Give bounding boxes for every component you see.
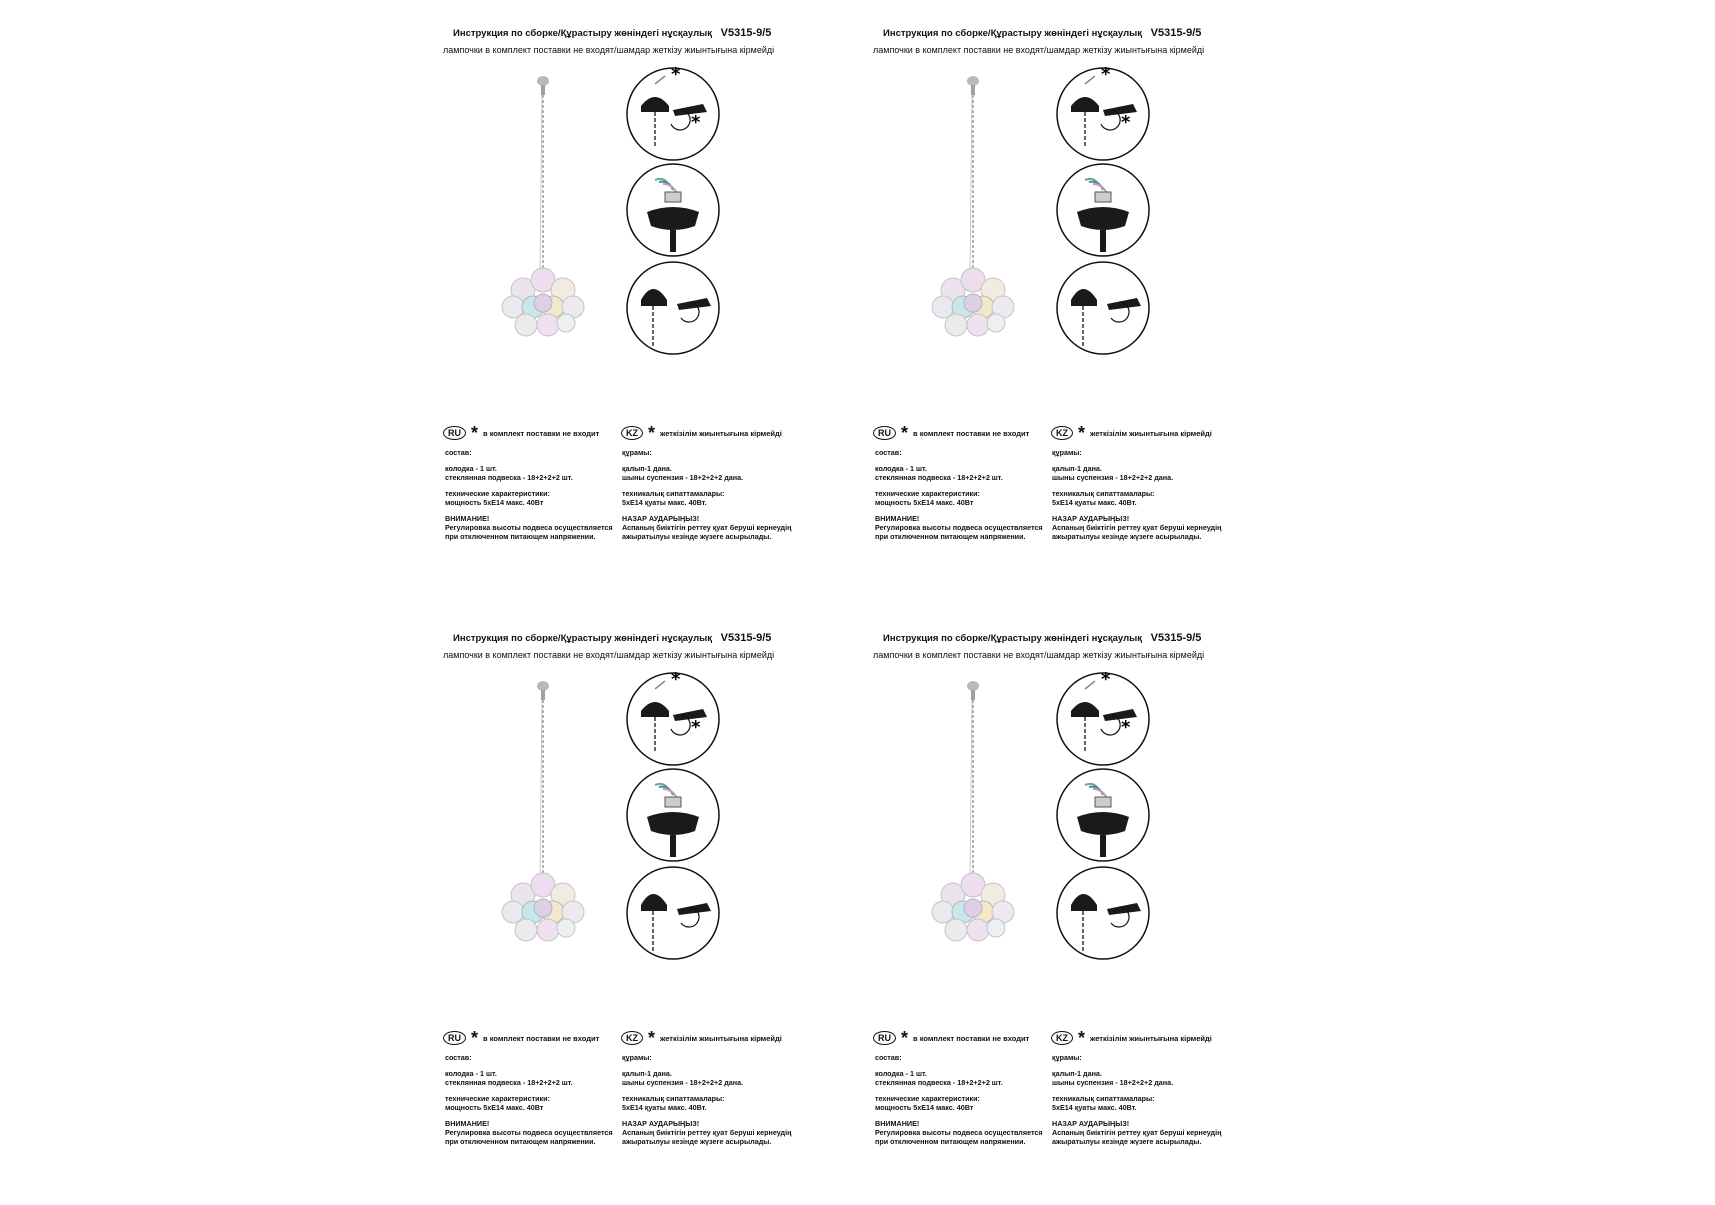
kz-not-included-note: жеткізілім жиынтығына кірмейді [660,428,782,438]
instruction-panel [870,0,1300,600]
asterisk-icon: * [471,423,479,443]
ru-warning-line: Регулировка высоты подвеса осуществляется [875,523,1043,532]
asterisk-icon: * [901,423,909,443]
title-text: Инструкция по сборке/Құрастыру жөніндегі нұсқаулық [453,28,712,39]
ru-composition-line: колодка - 1 шт. [875,464,927,473]
kz-warning-line: Аспаның биіктігін реттеу қуат беруші кернеудің [1052,523,1222,532]
kz-legend [621,423,782,443]
kz-warning-line: Аспаның биіктігін реттеу қуат беруші кернеудің [1052,1128,1222,1137]
kz-composition-line: шыны суспензия - 18+2+2+2 дана. [1052,473,1174,482]
ru-composition-line: стеклянная подвеска - 18+2+2+2 шт. [875,1078,1003,1087]
ru-specs [875,448,1050,548]
ru-warning-line: Регулировка высоты подвеса осуществляется [445,1128,613,1137]
kz-specs-title: техникалық сипаттамалары: [1052,489,1155,498]
ru-warning-line: при отключенном питающем напряжении. [445,1137,596,1146]
chandelier-illustration [498,75,588,375]
ru-composition-line: колодка - 1 шт. [445,464,497,473]
kz-composition-line: қалып-1 дана. [1052,464,1102,473]
kz-specs-title: техникалық сипаттамалары: [1052,1094,1155,1103]
ru-specs-title: технические характеристики: [445,1094,550,1103]
kz-specs-title: техникалық сипаттамалары: [622,489,725,498]
kz-composition-title: құрамы: [1052,448,1082,457]
asterisk-icon: * [648,1028,656,1048]
kz-specs-line: 5xE14 қуаты макс. 40Вт. [622,1103,707,1112]
kz-specs [622,448,812,548]
svg-text:*: * [691,717,701,738]
kz-specs-line: 5xE14 қуаты макс. 40Вт. [622,498,707,507]
title-text: Инструкция по сборке/Құрастыру жөніндегі нұсқаулық [883,633,1142,644]
document-title [453,27,771,39]
step-3-fix-canopy [1055,865,1151,961]
ru-not-included-note: в комплект поставки не входит [483,428,600,438]
chandelier-illustration [498,680,588,980]
kz-legend [1051,423,1212,443]
ru-specs-title: технические характеристики: [875,1094,980,1103]
asterisk-icon: * [901,1028,909,1048]
model-number: V5315-9/5 [1150,632,1202,644]
step-2-connect-wires [1055,162,1151,258]
kz-legend [1051,1028,1212,1048]
asterisk-icon: * [1078,423,1086,443]
ru-specs [445,448,620,548]
asterisk-icon: * [1078,1028,1086,1048]
kz-not-included-note: жеткізілім жиынтығына кірмейді [660,1033,782,1043]
kz-badge: KZ [621,1031,643,1045]
kz-composition-title: құрамы: [622,448,652,457]
ru-badge: RU [873,426,896,440]
title-text: Инструкция по сборке/Құрастыру жөніндегі нұсқаулық [883,28,1142,39]
ru-warning-title: ВНИМАНИЕ! [445,514,490,523]
bulbs-note: лампочки в комплект поставки не входят/шамдар жеткізу жиынтығына кірмейді [873,650,1205,660]
ru-legend [873,1028,1030,1048]
step-1-mount-canopy [1055,671,1151,767]
kz-specs-title: техникалық сипаттамалары: [622,1094,725,1103]
ru-specs-title: технические характеристики: [445,489,550,498]
svg-text:*: * [1121,717,1131,738]
kz-composition-line: шыны суспензия - 18+2+2+2 дана. [622,473,744,482]
model-number: V5315-9/5 [1150,27,1202,39]
kz-specs-line: 5xE14 қуаты макс. 40Вт. [1052,1103,1137,1112]
step-2-connect-wires [625,162,721,258]
ru-not-included-note: в комплект поставки не входит [913,428,1030,438]
instruction-panel [870,605,1300,1205]
instruction-panel [440,605,870,1205]
document-title [883,632,1201,644]
ru-warning-title: ВНИМАНИЕ! [875,1119,920,1128]
ru-legend [443,1028,600,1048]
ru-warning-title: ВНИМАНИЕ! [875,514,920,523]
ru-legend [873,423,1030,443]
ru-badge: RU [443,1031,466,1045]
step-3-fix-canopy [625,260,721,356]
kz-badge: KZ [1051,1031,1073,1045]
ru-composition-line: колодка - 1 шт. [875,1069,927,1078]
ru-warning-line: Регулировка высоты подвеса осуществляется [875,1128,1043,1137]
kz-warning-line: Аспаның биіктігін реттеу қуат беруші кернеудің [622,1128,792,1137]
step-1-mount-canopy [1055,66,1151,162]
ru-composition-line: колодка - 1 шт. [445,1069,497,1078]
kz-warning-line: ажыратылуы кезінде жүзеге асырылады. [622,532,772,541]
bulbs-note: лампочки в комплект поставки не входят/шамдар жеткізу жиынтығына кірмейді [443,45,775,55]
ru-specs [445,1053,620,1153]
kz-not-included-note: жеткізілім жиынтығына кірмейді [1090,1033,1212,1043]
step-3-fix-canopy [625,865,721,961]
ru-composition-line: стеклянная подвеска - 18+2+2+2 шт. [875,473,1003,482]
ru-warning-line: при отключенном питающем напряжении. [445,532,596,541]
ru-composition-title: состав: [445,1053,472,1062]
kz-warning-title: НАЗАР АУДАРЫҢЫЗ! [1052,1119,1130,1128]
svg-text:*: * [1101,66,1111,85]
ru-specs [875,1053,1050,1153]
ru-not-included-note: в комплект поставки не входит [483,1033,600,1043]
model-number: V5315-9/5 [720,27,772,39]
ru-warning-line: Регулировка высоты подвеса осуществляется [445,523,613,532]
asterisk-icon: * [471,1028,479,1048]
kz-composition-line: қалып-1 дана. [622,1069,672,1078]
ru-composition-line: стеклянная подвеска - 18+2+2+2 шт. [445,1078,573,1087]
svg-text:*: * [671,671,681,690]
ru-specs-line: мощность 5xE14 макс. 40Вт [445,1103,544,1112]
kz-legend [621,1028,782,1048]
kz-specs [1052,1053,1242,1153]
ru-composition-title: состав: [875,448,902,457]
ru-specs-line: мощность 5xE14 макс. 40Вт [445,498,544,507]
kz-specs [622,1053,812,1153]
instruction-panel [440,0,870,600]
ru-badge: RU [443,426,466,440]
ru-specs-line: мощность 5xE14 макс. 40Вт [875,498,974,507]
kz-composition-title: құрамы: [622,1053,652,1062]
kz-warning-line: Аспаның биіктігін реттеу қуат беруші кернеудің [622,523,792,532]
title-text: Инструкция по сборке/Құрастыру жөніндегі нұсқаулық [453,633,712,644]
ru-warning-title: ВНИМАНИЕ! [445,1119,490,1128]
ru-warning-line: при отключенном питающем напряжении. [875,1137,1026,1146]
kz-not-included-note: жеткізілім жиынтығына кірмейді [1090,428,1212,438]
svg-text:*: * [671,66,681,85]
svg-text:*: * [691,112,701,133]
kz-composition-title: құрамы: [1052,1053,1082,1062]
step-2-connect-wires [1055,767,1151,863]
kz-warning-title: НАЗАР АУДАРЫҢЫЗ! [1052,514,1130,523]
ru-not-included-note: в комплект поставки не входит [913,1033,1030,1043]
kz-badge: KZ [621,426,643,440]
bulbs-note: лампочки в комплект поставки не входят/шамдар жеткізу жиынтығына кірмейді [873,45,1205,55]
kz-composition-line: шыны суспензия - 18+2+2+2 дана. [1052,1078,1174,1087]
asterisk-icon: * [648,423,656,443]
step-3-fix-canopy [1055,260,1151,356]
kz-composition-line: шыны суспензия - 18+2+2+2 дана. [622,1078,744,1087]
kz-warning-line: ажыратылуы кезінде жүзеге асырылады. [1052,532,1202,541]
kz-specs-line: 5xE14 қуаты макс. 40Вт. [1052,498,1137,507]
bulbs-note: лампочки в комплект поставки не входят/шамдар жеткізу жиынтығына кірмейді [443,650,775,660]
step-1-mount-canopy [625,66,721,162]
kz-composition-line: қалып-1 дана. [622,464,672,473]
step-1-mount-canopy [625,671,721,767]
document-title [453,632,771,644]
step-2-connect-wires [625,767,721,863]
document-title [883,27,1201,39]
model-number: V5315-9/5 [720,632,772,644]
kz-badge: KZ [1051,426,1073,440]
svg-text:*: * [1101,671,1111,690]
chandelier-illustration [928,680,1018,980]
svg-text:*: * [1121,112,1131,133]
ru-warning-line: при отключенном питающем напряжении. [875,532,1026,541]
kz-warning-line: ажыратылуы кезінде жүзеге асырылады. [622,1137,772,1146]
ru-legend [443,423,600,443]
ru-composition-line: стеклянная подвеска - 18+2+2+2 шт. [445,473,573,482]
ru-composition-title: состав: [445,448,472,457]
kz-warning-title: НАЗАР АУДАРЫҢЫЗ! [622,1119,700,1128]
kz-warning-line: ажыратылуы кезінде жүзеге асырылады. [1052,1137,1202,1146]
ru-composition-title: состав: [875,1053,902,1062]
ru-specs-line: мощность 5xE14 макс. 40Вт [875,1103,974,1112]
kz-warning-title: НАЗАР АУДАРЫҢЫЗ! [622,514,700,523]
ru-badge: RU [873,1031,896,1045]
ru-specs-title: технические характеристики: [875,489,980,498]
kz-composition-line: қалып-1 дана. [1052,1069,1102,1078]
kz-specs [1052,448,1242,548]
chandelier-illustration [928,75,1018,375]
